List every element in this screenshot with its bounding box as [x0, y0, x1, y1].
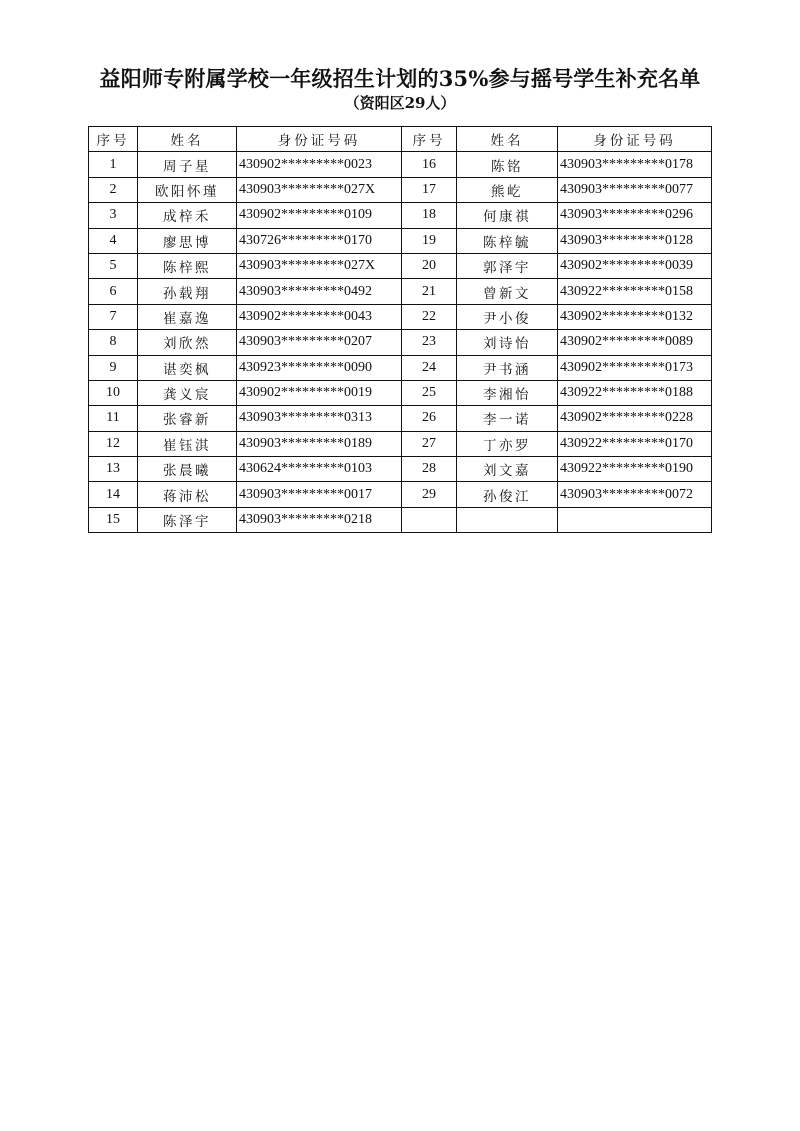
cell-seq-right: 26 — [402, 406, 457, 431]
cell-seq-left: 4 — [89, 228, 138, 253]
cell-id-number-right: 430902*********0173 — [558, 355, 712, 380]
cell-seq-left: 15 — [89, 507, 138, 532]
page-title: 益阳师专附属学校一年级招生计划的35%参与摇号学生补充名单 — [99, 66, 701, 91]
table-row — [89, 330, 712, 355]
header-id-left: 身份证号码 — [237, 127, 402, 152]
cell-seq-left: 10 — [89, 380, 138, 405]
cell-name-left: 龚义宸 — [138, 380, 237, 405]
cell-name-left: 谌奕枫 — [138, 355, 237, 380]
cell-name-left: 欧阳怀瑾 — [138, 177, 237, 202]
cell-name-left: 刘欣然 — [138, 330, 237, 355]
cell-seq-right: 21 — [402, 279, 457, 304]
header-seq-left: 序号 — [89, 127, 138, 152]
cell-id-number-right: 430922*********0188 — [558, 380, 712, 405]
cell-id-number-left: 430902*********0023 — [237, 152, 402, 177]
cell-seq-right: 20 — [402, 253, 457, 278]
cell-name-left: 张睿新 — [138, 406, 237, 431]
page-subtitle: （资阳区29人） — [344, 94, 456, 112]
cell-seq-left: 12 — [89, 431, 138, 456]
table-row — [89, 304, 712, 329]
cell-seq-left: 8 — [89, 330, 138, 355]
cell-name-left: 周子星 — [138, 152, 237, 177]
cell-name-right: 陈梓毓 — [457, 228, 558, 253]
cell-seq-right: 28 — [402, 457, 457, 482]
cell-seq-right: 17 — [402, 177, 457, 202]
cell-seq-right: 24 — [402, 355, 457, 380]
cell-name-left: 陈泽宇 — [138, 507, 237, 532]
table-row — [89, 482, 712, 507]
cell-seq-left: 1 — [89, 152, 138, 177]
cell-name-right: 何康祺 — [457, 203, 558, 228]
header-name-left: 姓名 — [138, 127, 237, 152]
table-row — [89, 380, 712, 405]
cell-id-number-left: 430902*********0109 — [237, 203, 402, 228]
cell-seq-right: 22 — [402, 304, 457, 329]
cell-name-right: 孙俊江 — [457, 482, 558, 507]
cell-seq-left: 9 — [89, 355, 138, 380]
table-row — [89, 406, 712, 431]
cell-name-right: 刘文嘉 — [457, 457, 558, 482]
cell-id-number-right: 430903*********0128 — [558, 228, 712, 253]
table-row — [89, 253, 712, 278]
cell-seq-right: 19 — [402, 228, 457, 253]
cell-id-number-right: 430922*********0190 — [558, 457, 712, 482]
cell-seq-left: 14 — [89, 482, 138, 507]
cell-name-left: 陈梓熙 — [138, 253, 237, 278]
cell-seq-right: 23 — [402, 330, 457, 355]
cell-seq-right: 27 — [402, 431, 457, 456]
cell-id-number-right: 430903*********0178 — [558, 152, 712, 177]
cell-seq-left: 11 — [89, 406, 138, 431]
cell-id-number-left: 430903*********027X — [237, 253, 402, 278]
cell-name-left: 廖思博 — [138, 228, 237, 253]
cell-name-right: 尹书涵 — [457, 355, 558, 380]
cell-name-left: 张晨曦 — [138, 457, 237, 482]
cell-id-number-right: 430903*********0296 — [558, 203, 712, 228]
cell-seq-left: 6 — [89, 279, 138, 304]
cell-name-right: 尹小俊 — [457, 304, 558, 329]
cell-seq-left: 7 — [89, 304, 138, 329]
cell-name-right: 刘诗怡 — [457, 330, 558, 355]
cell-seq-right: 29 — [402, 482, 457, 507]
cell-id-number-left: 430903*********0017 — [237, 482, 402, 507]
table-row — [89, 279, 712, 304]
student-roster-table — [88, 126, 712, 533]
table-header-row — [89, 127, 712, 152]
cell-id-number-right: 430902*********0039 — [558, 253, 712, 278]
cell-id-number-left: 430902*********0043 — [237, 304, 402, 329]
cell-id-number-right: 430902*********0089 — [558, 330, 712, 355]
cell-seq-right: 18 — [402, 203, 457, 228]
cell-id-number-right: 430922*********0170 — [558, 431, 712, 456]
cell-id-number-left: 430903*********027X — [237, 177, 402, 202]
cell-seq-right: 16 — [402, 152, 457, 177]
cell-id-number-left: 430726*********0170 — [237, 228, 402, 253]
table-row — [89, 203, 712, 228]
cell-name-right — [457, 507, 558, 532]
table-row — [89, 152, 712, 177]
cell-seq-left: 13 — [89, 457, 138, 482]
cell-name-right: 李湘怡 — [457, 380, 558, 405]
cell-name-right: 丁亦罗 — [457, 431, 558, 456]
cell-seq-left: 2 — [89, 177, 138, 202]
cell-name-left: 蒋沛松 — [138, 482, 237, 507]
cell-id-number-left: 430903*********0492 — [237, 279, 402, 304]
cell-seq-right: 25 — [402, 380, 457, 405]
cell-name-left: 崔嘉逸 — [138, 304, 237, 329]
table-row — [89, 457, 712, 482]
cell-seq-left: 5 — [89, 253, 138, 278]
cell-name-left: 成梓禾 — [138, 203, 237, 228]
cell-id-number-left: 430624*********0103 — [237, 457, 402, 482]
table-row — [89, 507, 712, 532]
header-seq-right: 序号 — [402, 127, 457, 152]
cell-name-right: 李一诺 — [457, 406, 558, 431]
cell-id-number-right: 430902*********0228 — [558, 406, 712, 431]
cell-id-number-left: 430903*********0189 — [237, 431, 402, 456]
cell-id-number-right: 430902*********0132 — [558, 304, 712, 329]
table-row — [89, 228, 712, 253]
cell-id-number-right: 430903*********0072 — [558, 482, 712, 507]
cell-id-number-right: 430922*********0158 — [558, 279, 712, 304]
cell-id-number-left: 430903*********0313 — [237, 406, 402, 431]
cell-name-right: 曾新文 — [457, 279, 558, 304]
header-name-right: 姓名 — [457, 127, 558, 152]
cell-id-number-right: 430903*********0077 — [558, 177, 712, 202]
cell-id-number-left: 430902*********0019 — [237, 380, 402, 405]
cell-id-number-right — [558, 507, 712, 532]
cell-seq-left: 3 — [89, 203, 138, 228]
cell-name-left: 孙载翔 — [138, 279, 237, 304]
table-row — [89, 431, 712, 456]
table-row — [89, 355, 712, 380]
cell-name-right: 熊屹 — [457, 177, 558, 202]
cell-id-number-left: 430903*********0207 — [237, 330, 402, 355]
header-id-right: 身份证号码 — [558, 127, 712, 152]
cell-seq-right — [402, 507, 457, 532]
table-body — [89, 152, 712, 533]
cell-id-number-left: 430923*********0090 — [237, 355, 402, 380]
cell-name-right: 陈铭 — [457, 152, 558, 177]
table-row — [89, 177, 712, 202]
cell-name-right: 郭泽宇 — [457, 253, 558, 278]
cell-name-left: 崔钰淇 — [138, 431, 237, 456]
cell-id-number-left: 430903*********0218 — [237, 507, 402, 532]
